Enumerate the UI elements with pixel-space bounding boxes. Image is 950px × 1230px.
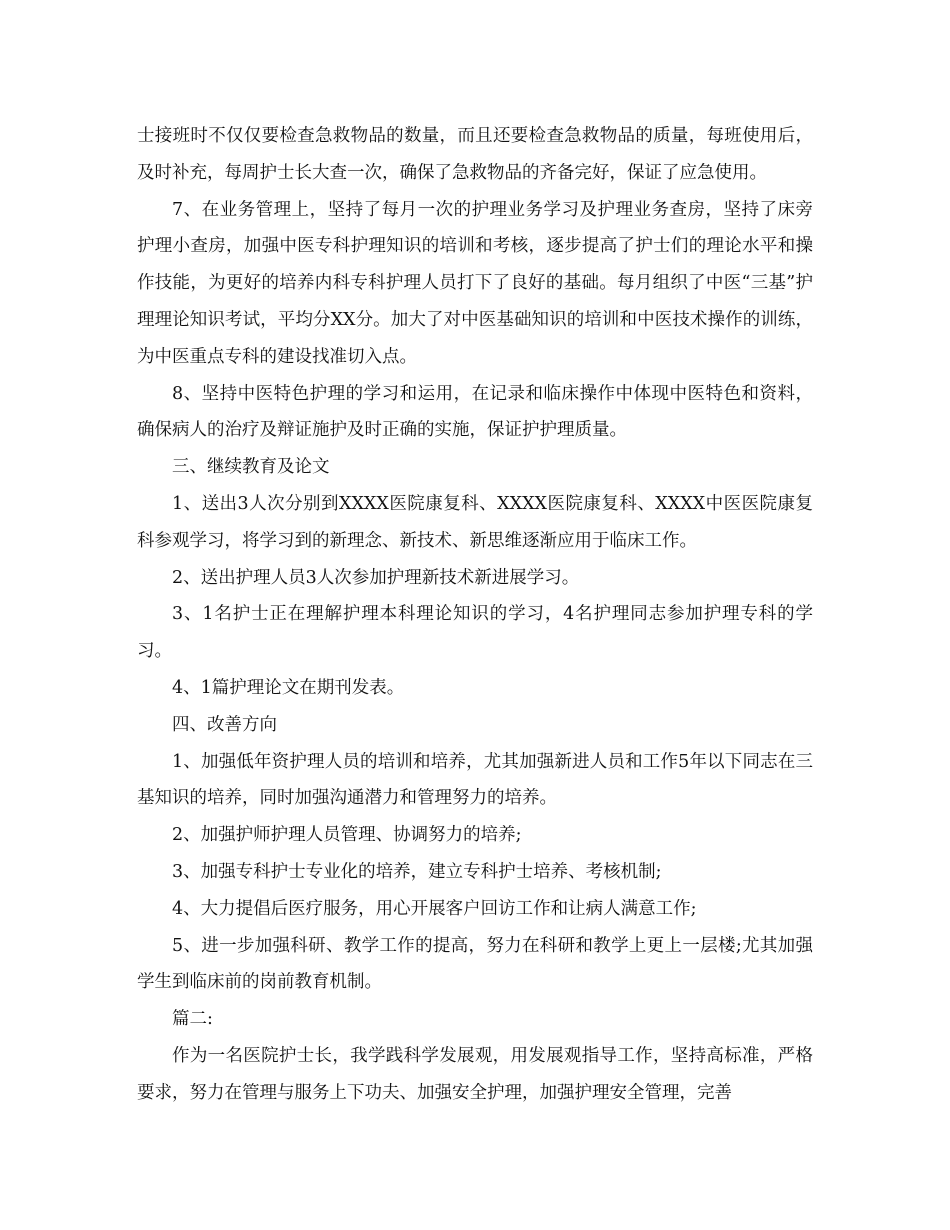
paragraph-education-1: 1、送出3人次分别到XXXX医院康复科、XXXX医院康复科、XXXX中医医院康复科参观学习，将学习到的新理念、新技术、新思维逐渐应用于临床工作。 bbox=[137, 493, 813, 551]
document-body bbox=[137, 118, 813, 1112]
section-heading-part-two: 篇二: bbox=[172, 1009, 213, 1030]
paragraph-education-2: 2、送出护理人员3人次参加护理新技术新进展学习。 bbox=[172, 567, 580, 588]
paragraph-improvement-4: 4、大力提倡后医疗服务，用心开展客户回访工作和让病人满意工作; bbox=[172, 898, 697, 919]
paragraph-improvement-2: 2、加强护师护理人员管理、协调努力的培养; bbox=[172, 825, 522, 846]
paragraph-part-two-intro: 作为一名医院护士长，我学践科学发展观，用发展观指导工作，坚持高标准，严格要求，努力在管理与服务上下功夫、加强安全护理，加强护理安全管理，完善 bbox=[137, 1045, 813, 1103]
section-heading-continuing-education: 三、继续教育及论文 bbox=[172, 457, 330, 478]
paragraph-continuation: 士接班时不仅仅要检查急救物品的数量，而且还要检查急救物品的质量，每班使用后，及时补充，每周护士长大查一次，确保了急救物品的齐备完好，保证了应急使用。 bbox=[137, 126, 813, 183]
paragraph-education-3: 3、1名护士正在理解护理本科理论知识的学习，4名护理同志参加护理专科的学习。 bbox=[137, 604, 813, 662]
paragraph-item-7: 7、在业务管理上，坚持了每月一次的护理业务学习及护理业务查房，坚持了床旁护理小查房，加强中医专科护理知识的培训和考核，逐步提高了护士们的理论水平和操作技能，为更好的培养内科专科护理人员打下了良好的基础。每月组织了中医“三基”护理理论知识考试，平均分XX分。加大了对中医基础知识的培训和中医技术操作的训练，为中医重点专科的建设找准切入点。 bbox=[137, 199, 813, 367]
paragraph-item-8: 8、坚持中医特色护理的学习和运用，在记录和临床操作中体现中医特色和资料，确保病人的治疗及辩证施护及时正确的实施，保证护护理质量。 bbox=[137, 383, 813, 441]
paragraph-education-4: 4、1篇护理论文在期刊发表。 bbox=[172, 677, 405, 698]
paragraph-improvement-5: 5、进一步加强科研、教学工作的提高，努力在科研和教学上更上一层楼;尤其加强学生到临床前的岗前教育机制。 bbox=[137, 935, 813, 993]
section-heading-improvement: 四、改善方向 bbox=[172, 714, 277, 735]
paragraph-improvement-3: 3、加强专科护士专业化的培养，建立专科护士培养、考核机制; bbox=[172, 861, 662, 882]
paragraph-improvement-1: 1、加强低年资护理人员的培训和培养，尤其加强新进人员和工作5年以下同志在三基知识的培养，同时加强沟通潜力和管理努力的培养。 bbox=[137, 751, 813, 809]
